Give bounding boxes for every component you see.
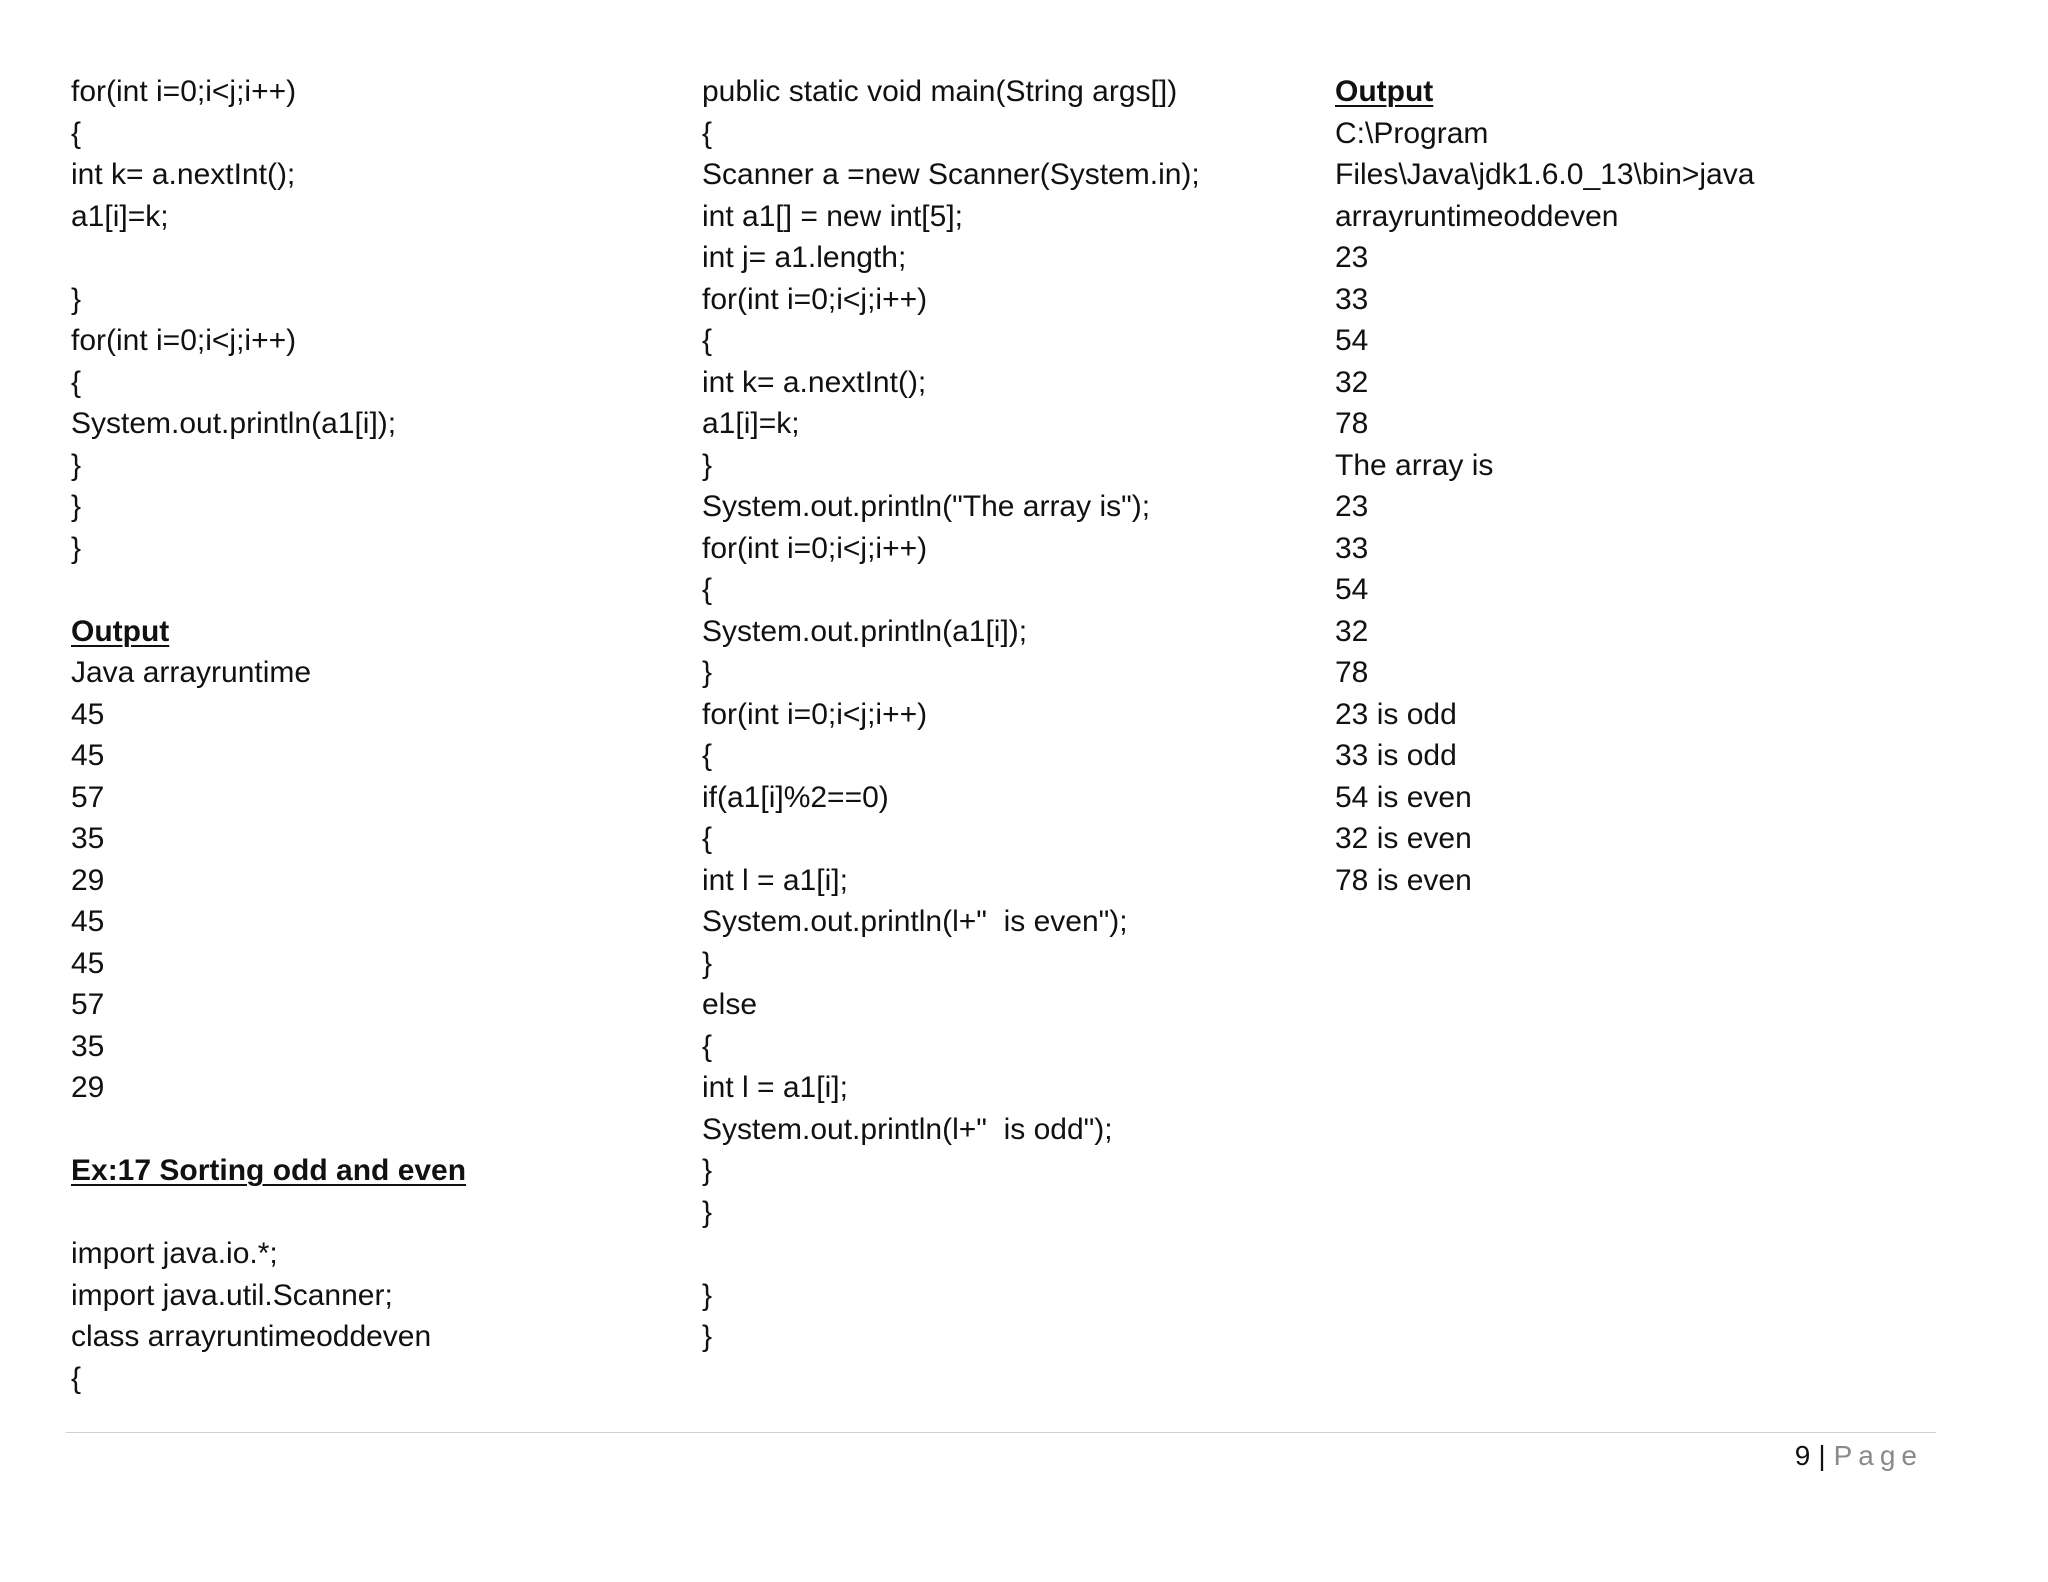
blank-line: [71, 237, 631, 279]
text-line: for(int i=0;i<j;i++): [71, 324, 297, 357]
text-line: 54: [1335, 573, 1369, 606]
blank-line: [71, 1109, 631, 1151]
text-line: System.out.println("The array is");: [702, 490, 1151, 523]
text-line: 35: [71, 822, 105, 855]
text-line: 54: [1335, 324, 1369, 357]
text-line: 57: [71, 780, 105, 814]
text-line: a1[i]=k;: [71, 199, 169, 233]
text-line: import java.util.Scanner;: [71, 1278, 393, 1312]
text-line: }: [702, 448, 713, 482]
blank-line: [71, 569, 631, 611]
footer-separator: |: [1818, 1440, 1826, 1471]
text-line: 33: [1335, 531, 1369, 565]
text-line: int j= a1.length;: [702, 241, 907, 274]
text-line: }: [702, 1278, 713, 1312]
text-line: Java arrayruntime: [71, 656, 312, 689]
text-line: for(int i=0;i<j;i++): [71, 75, 297, 108]
text-line: 78 is even: [1335, 863, 1472, 897]
text-line: }: [702, 1195, 713, 1229]
section-heading: Output: [71, 614, 170, 648]
text-line: }: [71, 282, 82, 316]
text-line: 78: [1335, 407, 1369, 440]
text-line: {: [702, 573, 713, 606]
text-line: {: [702, 1029, 713, 1063]
text-line: a1[i]=k;: [702, 407, 800, 440]
text-line: 45: [71, 739, 105, 772]
text-line: if(a1[i]%2==0): [702, 780, 889, 814]
right-column: [1335, 71, 1855, 901]
text-line: }: [702, 1320, 713, 1353]
text-line: }: [71, 448, 82, 482]
text-line: else: [702, 988, 758, 1021]
text-line: 35: [71, 1029, 105, 1063]
text-line: Scanner a =new Scanner(System.in);: [702, 158, 1200, 191]
text-line: import java.io.*;: [71, 1237, 278, 1270]
text-line: 57: [71, 988, 105, 1021]
text-line: 23: [1335, 490, 1369, 523]
text-line: System.out.println(l+" is odd");: [702, 1112, 1113, 1146]
page-word: Page: [1833, 1440, 1923, 1471]
text-line: 29: [71, 863, 105, 897]
text-line: {: [71, 116, 82, 150]
text-line: class arrayruntimeoddeven: [71, 1320, 432, 1353]
text-line: }: [702, 946, 713, 980]
section-heading: Ex:17 Sorting odd and even: [71, 1154, 467, 1187]
page-footer: [1795, 1436, 1923, 1476]
text-line: int k= a.nextInt();: [71, 158, 296, 191]
text-line: {: [71, 1361, 82, 1395]
text-line: for(int i=0;i<j;i++): [702, 697, 928, 731]
text-line: 32: [1335, 365, 1369, 399]
text-line: public static void main(String args[]): [702, 75, 1178, 108]
left-column: [71, 71, 631, 1399]
text-line: 54 is even: [1335, 780, 1472, 814]
text-line: int l = a1[i];: [702, 863, 848, 897]
text-line: The array is: [1335, 448, 1494, 482]
text-line: int l = a1[i];: [702, 1071, 848, 1104]
text-line: for(int i=0;i<j;i++): [702, 531, 928, 565]
text-line: System.out.println(a1[i]);: [702, 614, 1028, 648]
text-line: int a1[] = new int[5];: [702, 199, 963, 233]
text-line: 45: [71, 946, 105, 980]
page-number: 9: [1794, 1440, 1811, 1471]
section-heading: Output: [1335, 75, 1434, 108]
text-line: System.out.println(l+" is even");: [702, 905, 1128, 938]
blank-line: [71, 1192, 631, 1234]
text-line: {: [702, 116, 713, 150]
text-line: 32: [1335, 614, 1369, 648]
text-line: C:\Program: [1335, 116, 1489, 150]
text-line: System.out.println(a1[i]);: [71, 407, 397, 440]
middle-column: [702, 71, 1302, 1358]
text-line: 45: [71, 905, 105, 938]
text-line: 23 is odd: [1335, 697, 1457, 731]
text-line: }: [702, 656, 713, 689]
text-line: }: [71, 531, 82, 565]
text-line: {: [702, 739, 713, 772]
text-line: 33: [1335, 282, 1369, 316]
text-line: {: [702, 822, 713, 855]
text-line: 23: [1335, 241, 1369, 274]
text-line: arrayruntimeoddeven: [1335, 199, 1619, 233]
text-line: }: [71, 490, 82, 523]
text-line: int k= a.nextInt();: [702, 365, 927, 399]
text-line: 32 is even: [1335, 822, 1472, 855]
blank-line: [702, 1233, 1302, 1275]
text-line: 29: [71, 1071, 105, 1104]
text-line: {: [702, 324, 713, 357]
text-line: }: [702, 1154, 713, 1187]
text-line: 45: [71, 697, 105, 731]
text-line: {: [71, 365, 82, 399]
text-line: for(int i=0;i<j;i++): [702, 282, 928, 316]
footer-divider: [66, 1432, 1936, 1433]
text-line: 78: [1335, 656, 1369, 689]
text-line: Files\Java\jdk1.6.0_13\bin>java: [1335, 158, 1755, 191]
text-line: 33 is odd: [1335, 739, 1457, 772]
